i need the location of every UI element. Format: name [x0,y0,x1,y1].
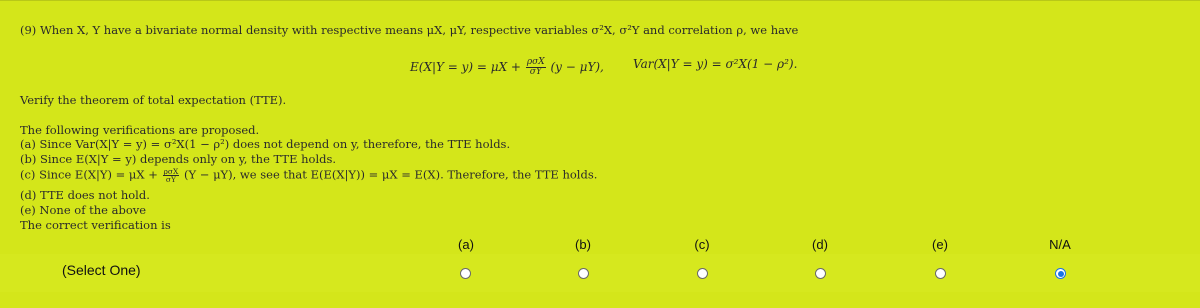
header-d: (d) [812,237,828,252]
proposed-text: The following verifications are proposed. [20,123,260,137]
radio-na[interactable] [1055,268,1066,279]
eq-left-fraction [526,58,546,77]
header-a: (a) [458,237,474,252]
option-c-frac-den: σY [165,175,176,184]
option-e-text: (e) None of the above [20,203,147,217]
option-a-text: (a) Since Var(X|Y = y) = σ²X(1 − ρ²) does not depend on y, therefore, the TTE holds. [20,137,511,151]
option-c-post: (Y − μY), we see that E(E(X|Y)) = μX = E(X). Therefore, the TTE holds. [184,167,598,182]
option-b-text: (b) Since E(X|Y = y) depends only on y, the TTE holds. [20,152,337,166]
radio-e[interactable] [935,268,946,279]
header-na: N/A [1049,237,1071,252]
header-e: (e) [932,237,948,252]
option-c-pre: (c) Since E(X|Y) = μX + [20,167,158,182]
eq-left-frac-num: ρσX [526,57,545,67]
question-intro: (9) When X, Y have a bivariate normal density with respective means μX, μY, respective variables σ²X, σ²Y and correlation ρ, we have [20,23,799,37]
radio-a[interactable] [460,268,471,279]
conditional-variance-equation: Var(X|Y = y) = σ²X(1 − ρ²). [633,57,798,71]
option-c-frac-num: ρσX [163,167,179,176]
eq-left-lhs: E(X|Y = y) = μX + [410,60,521,74]
eq-left-frac-den: σY [529,67,542,77]
divider [0,0,1200,1]
radio-c[interactable] [697,268,708,279]
option-c-fraction [163,168,180,183]
task-text: Verify the theorem of total expectation (TTE). [20,93,287,107]
radio-d[interactable] [815,268,826,279]
conditional-mean-equation [410,58,604,77]
option-d-text: (d) TTE does not hold. [20,188,150,202]
option-c-text [20,168,597,183]
radio-b[interactable] [578,268,589,279]
header-c: (c) [694,237,710,252]
prompt-text: The correct verification is [20,218,171,232]
header-b: (b) [575,237,591,252]
select-one-label: (Select One) [62,262,141,278]
answer-row [0,254,1200,292]
eq-left-rhs: (y − μY), [550,60,604,74]
